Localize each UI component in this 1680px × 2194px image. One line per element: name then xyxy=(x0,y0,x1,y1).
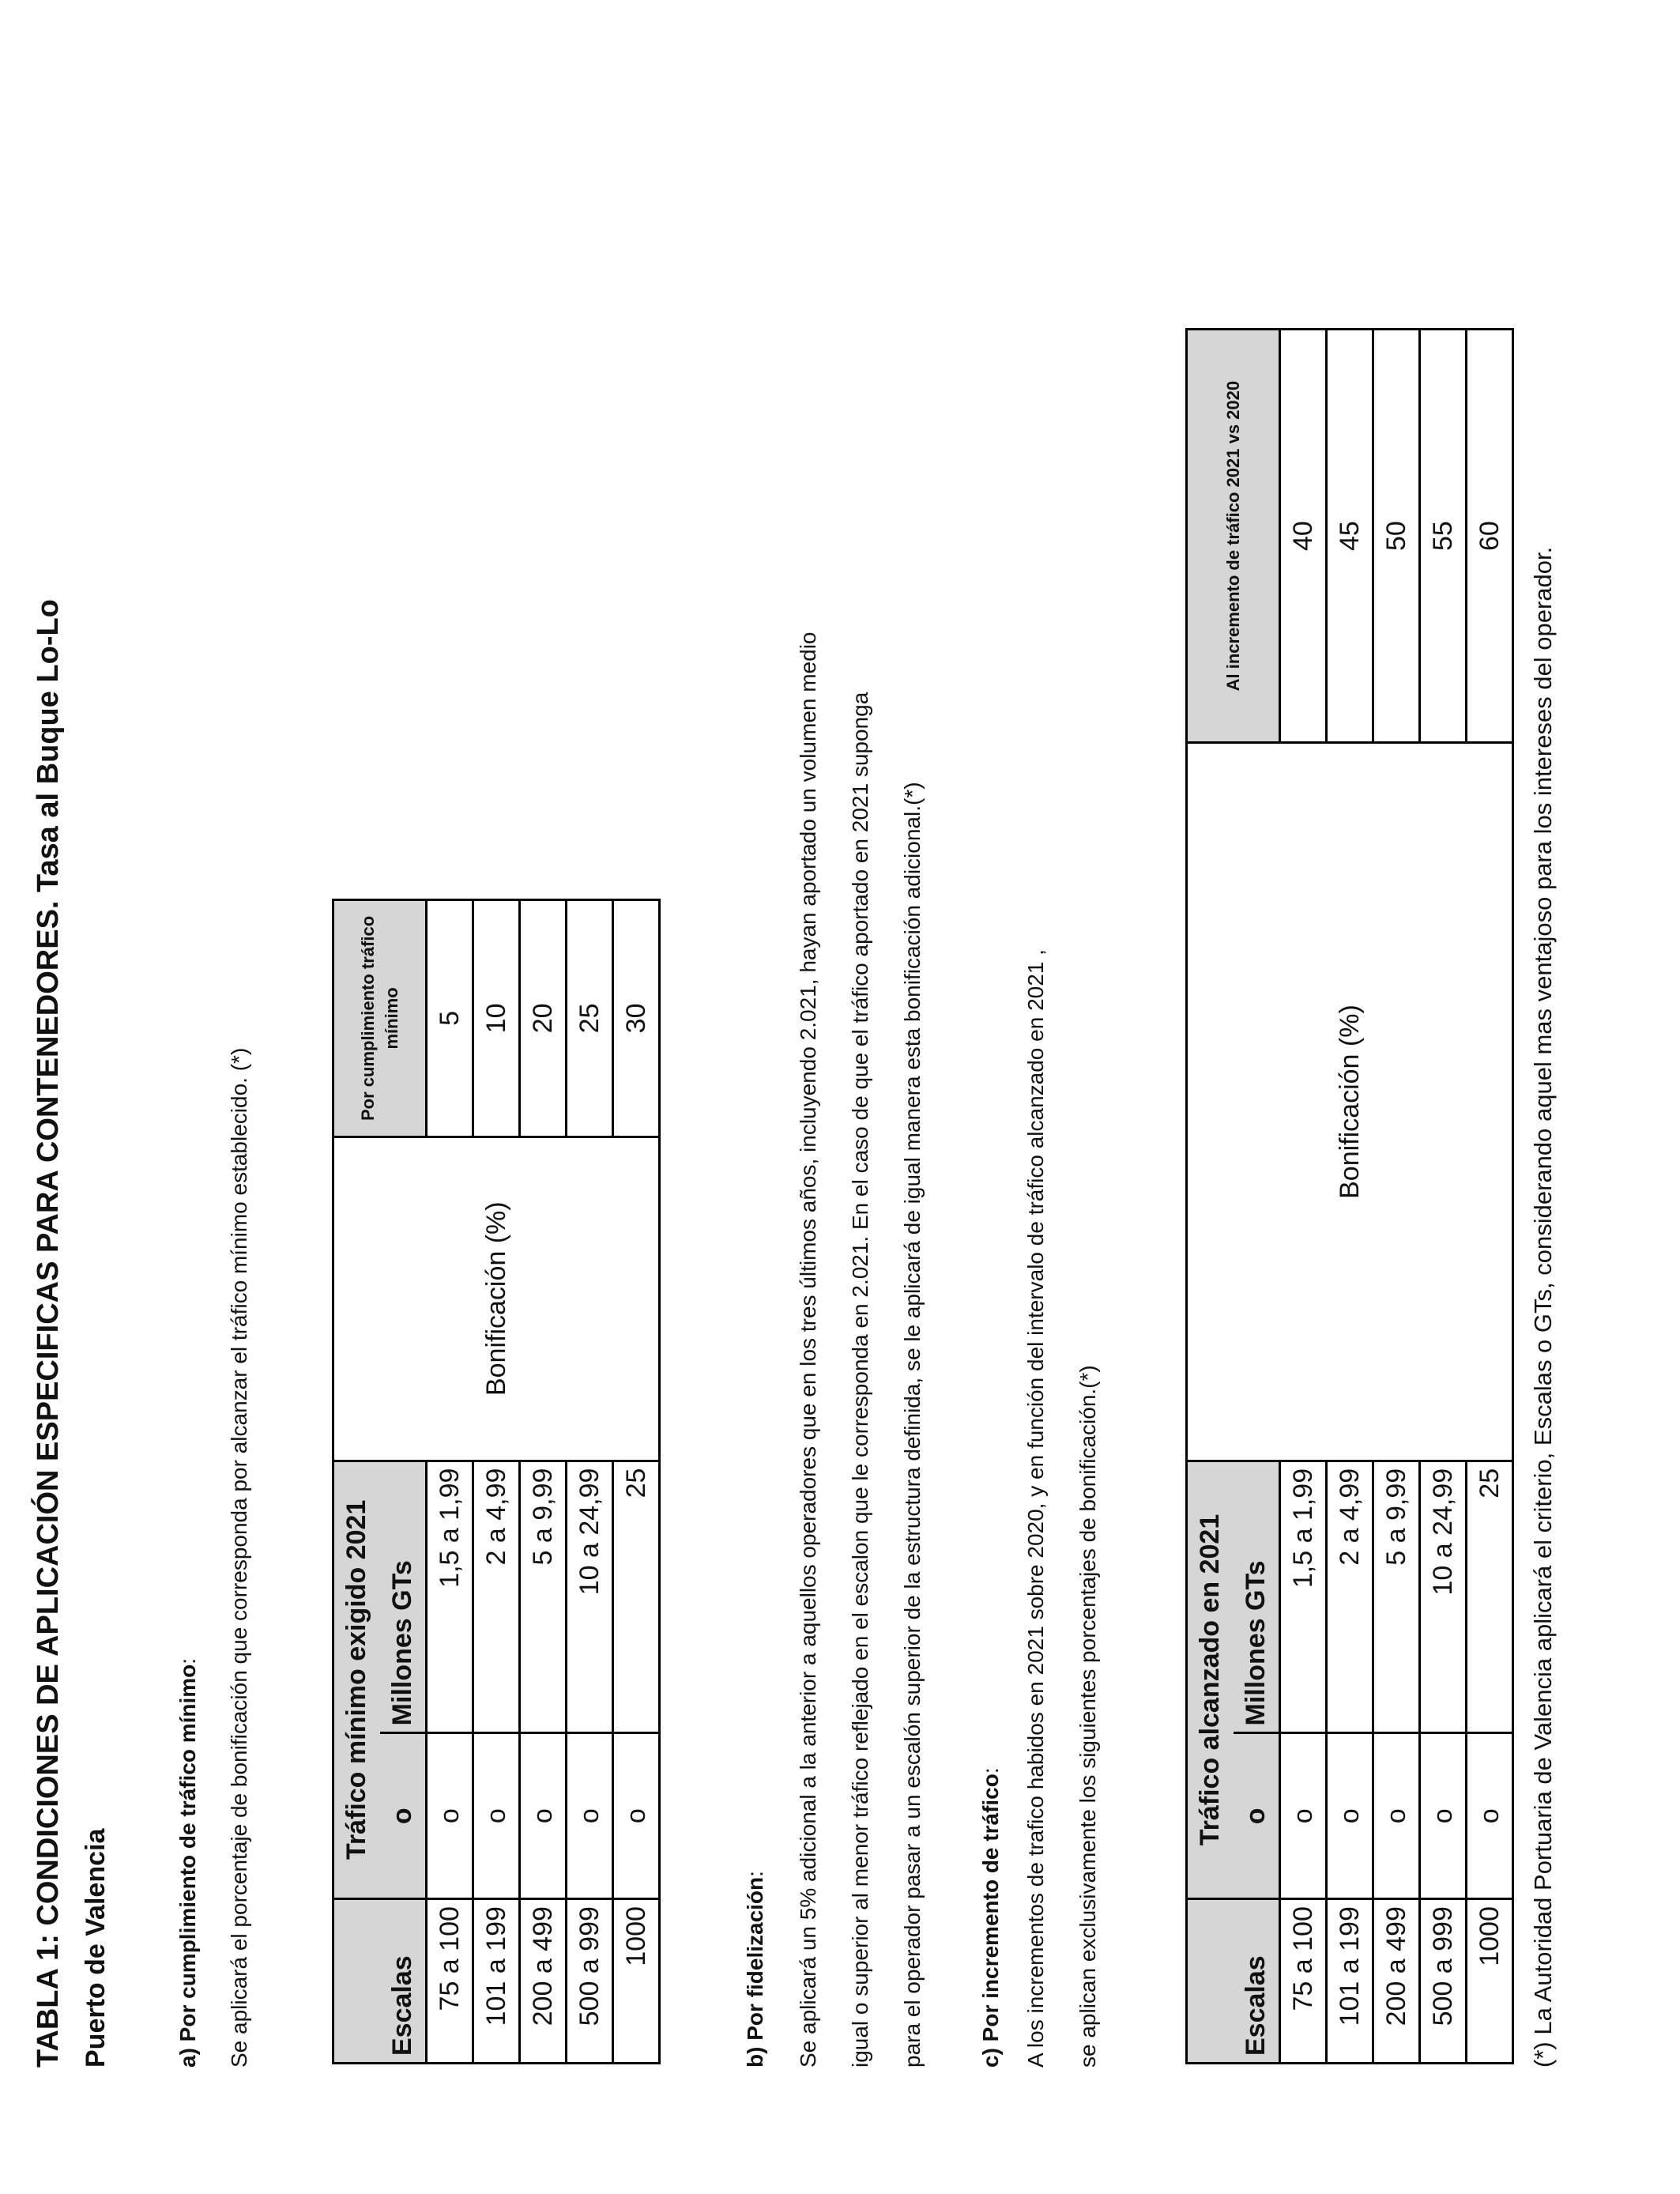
cell-o: o xyxy=(427,1733,473,1899)
cell-o: o xyxy=(1467,1733,1513,1899)
cell-value: 50 xyxy=(1373,330,1420,743)
section-a-heading-rest: : xyxy=(175,1657,200,1664)
section-a-heading xyxy=(175,1658,201,2068)
table-row xyxy=(473,900,520,2064)
cell-escalas: 200 a 499 xyxy=(520,1899,567,2064)
cell-gts: 25 xyxy=(613,1461,660,1733)
table-a-col-gts: Millones GTs xyxy=(380,1461,427,1733)
cell-o: o xyxy=(567,1733,613,1899)
cell-escalas: 500 a 999 xyxy=(567,1899,613,2064)
table-c-value-header: Al incremento de tráfico 2021 vs 2020 xyxy=(1187,330,1280,743)
cell-o: o xyxy=(1327,1733,1373,1899)
table-a-value-header: Por cumplimiento tráfico mínimo xyxy=(333,900,427,1137)
cell-gts: 5 a 9,99 xyxy=(520,1461,567,1733)
cell-value: 40 xyxy=(1280,330,1327,743)
cell-escalas: 101 a 199 xyxy=(473,1899,520,2064)
cell-value: 60 xyxy=(1467,330,1513,743)
cell-o: o xyxy=(1420,1733,1467,1899)
cell-gts: 1,5 a 1,99 xyxy=(1280,1461,1327,1733)
cell-escalas: 75 a 100 xyxy=(1280,1899,1327,2064)
section-b-line: Se aplicará un 5% adicional a la anterior a aquellos operadores que en los tres últimos años, incluyendo 2.021, hayan aportado un volumen medio xyxy=(796,631,820,2068)
cell-escalas: 200 a 499 xyxy=(1373,1899,1420,2064)
section-c-heading xyxy=(978,1767,1004,2068)
cell-escalas: 75 a 100 xyxy=(427,1899,473,2064)
cell-value: 5 xyxy=(427,900,473,1137)
cell-gts: 1,5 a 1,99 xyxy=(427,1461,473,1733)
section-c-heading-bold: c) Por incremento de tráfico xyxy=(978,1774,1003,2068)
table-c-bonif-header: Bonificación (%) xyxy=(1187,743,1513,1461)
section-b-line: para el operador pasar a un escalón superior de la estructura definida, se le aplicará de igual manera esta bonificación adicional.(*) xyxy=(900,782,925,2068)
cell-gts: 2 a 4,99 xyxy=(473,1461,520,1733)
section-c-text xyxy=(1010,949,1114,2068)
cell-escalas: 101 a 199 xyxy=(1327,1899,1373,2064)
table-c-group-header: Tráfico alcanzado en 2021 xyxy=(1187,1461,1234,1898)
table-a-group-header: Tráfico mínimo exigido 2021 xyxy=(333,1461,380,1899)
table-a-corner-cell xyxy=(333,1899,380,2064)
section-b-heading xyxy=(743,1871,768,2068)
cell-value: 10 xyxy=(473,900,520,1137)
cell-value: 45 xyxy=(1327,330,1373,743)
section-c-line: A los incrementos de trafico habidos en 2021 sobre 2020, y en función del intervalo de tráfico alcanzado en 2021 , xyxy=(1023,949,1048,2068)
table-traffic-increment xyxy=(1185,328,1514,2064)
table-c-col-gts: Millones GTs xyxy=(1234,1461,1280,1733)
document-subtitle: Puerto de Valencia xyxy=(81,1828,111,2068)
table-c-col-escalas: Escalas xyxy=(1234,1899,1280,2064)
footnote: (*) La Autoridad Portuaria de Valencia aplicará el criterio, Escalas o GTs, considerando aquel mas ventajoso para los intereses del operador. xyxy=(1529,546,1557,2068)
cell-gts: 5 a 9,99 xyxy=(1373,1461,1420,1733)
table-a-bonif-header: Bonificación (%) xyxy=(333,1137,660,1461)
table-row xyxy=(613,900,660,2064)
section-a-text: Se aplicará el porcentaje de bonificación que corresponda por alcanzar el tráfico mínimo establecido. (*) xyxy=(227,1047,251,2068)
section-b-line: igual o superior al menor tráfico reflejado en el escalon que le corresponda en 2.021. En el caso de que el tráfico aportado en 2021 suponga xyxy=(848,692,872,2068)
table-minimum-traffic xyxy=(332,899,661,2064)
table-c-col-o: o xyxy=(1234,1733,1280,1899)
cell-escalas: 1000 xyxy=(613,1899,660,2064)
cell-value: 25 xyxy=(567,900,613,1137)
cell-escalas: 500 a 999 xyxy=(1420,1899,1467,2064)
cell-o: o xyxy=(1280,1733,1327,1899)
cell-value: 30 xyxy=(613,900,660,1137)
table-c-corner-cell xyxy=(1187,1899,1234,2064)
document-title: TABLA 1: CONDICIONES DE APLICACIÓN ESPECIFICAS PARA CONTENEDORES. Tasa al Buque Lo-Lo xyxy=(32,599,65,2068)
cell-o: o xyxy=(473,1733,520,1899)
cell-gts: 10 a 24,99 xyxy=(567,1461,613,1733)
cell-gts: 10 a 24,99 xyxy=(1420,1461,1467,1733)
table-a-col-o: o xyxy=(380,1733,427,1899)
section-c-heading-rest: : xyxy=(978,1767,1003,1774)
table-row xyxy=(567,900,613,2064)
table-a-col-escalas: Escalas xyxy=(380,1899,427,2064)
section-b-text xyxy=(782,632,939,2068)
table-row xyxy=(427,900,473,2064)
cell-o: o xyxy=(520,1733,567,1899)
section-c-line: se aplican exclusivamente los siguientes porcentajes de bonificación.(*) xyxy=(1075,1365,1100,2068)
section-b-heading-bold: b) Por fidelización xyxy=(743,1876,767,2068)
cell-o: o xyxy=(613,1733,660,1899)
cell-escalas: 1000 xyxy=(1467,1899,1513,2064)
cell-gts: 2 a 4,99 xyxy=(1327,1461,1373,1733)
section-a-heading-bold: a) Por cumplimiento de tráfico mínimo xyxy=(175,1664,200,2068)
cell-o: o xyxy=(1373,1733,1420,1899)
cell-gts: 25 xyxy=(1467,1461,1513,1733)
cell-value: 20 xyxy=(520,900,567,1137)
table-row xyxy=(520,900,567,2064)
section-b-heading-rest: : xyxy=(743,1871,767,1877)
cell-value: 55 xyxy=(1420,330,1467,743)
